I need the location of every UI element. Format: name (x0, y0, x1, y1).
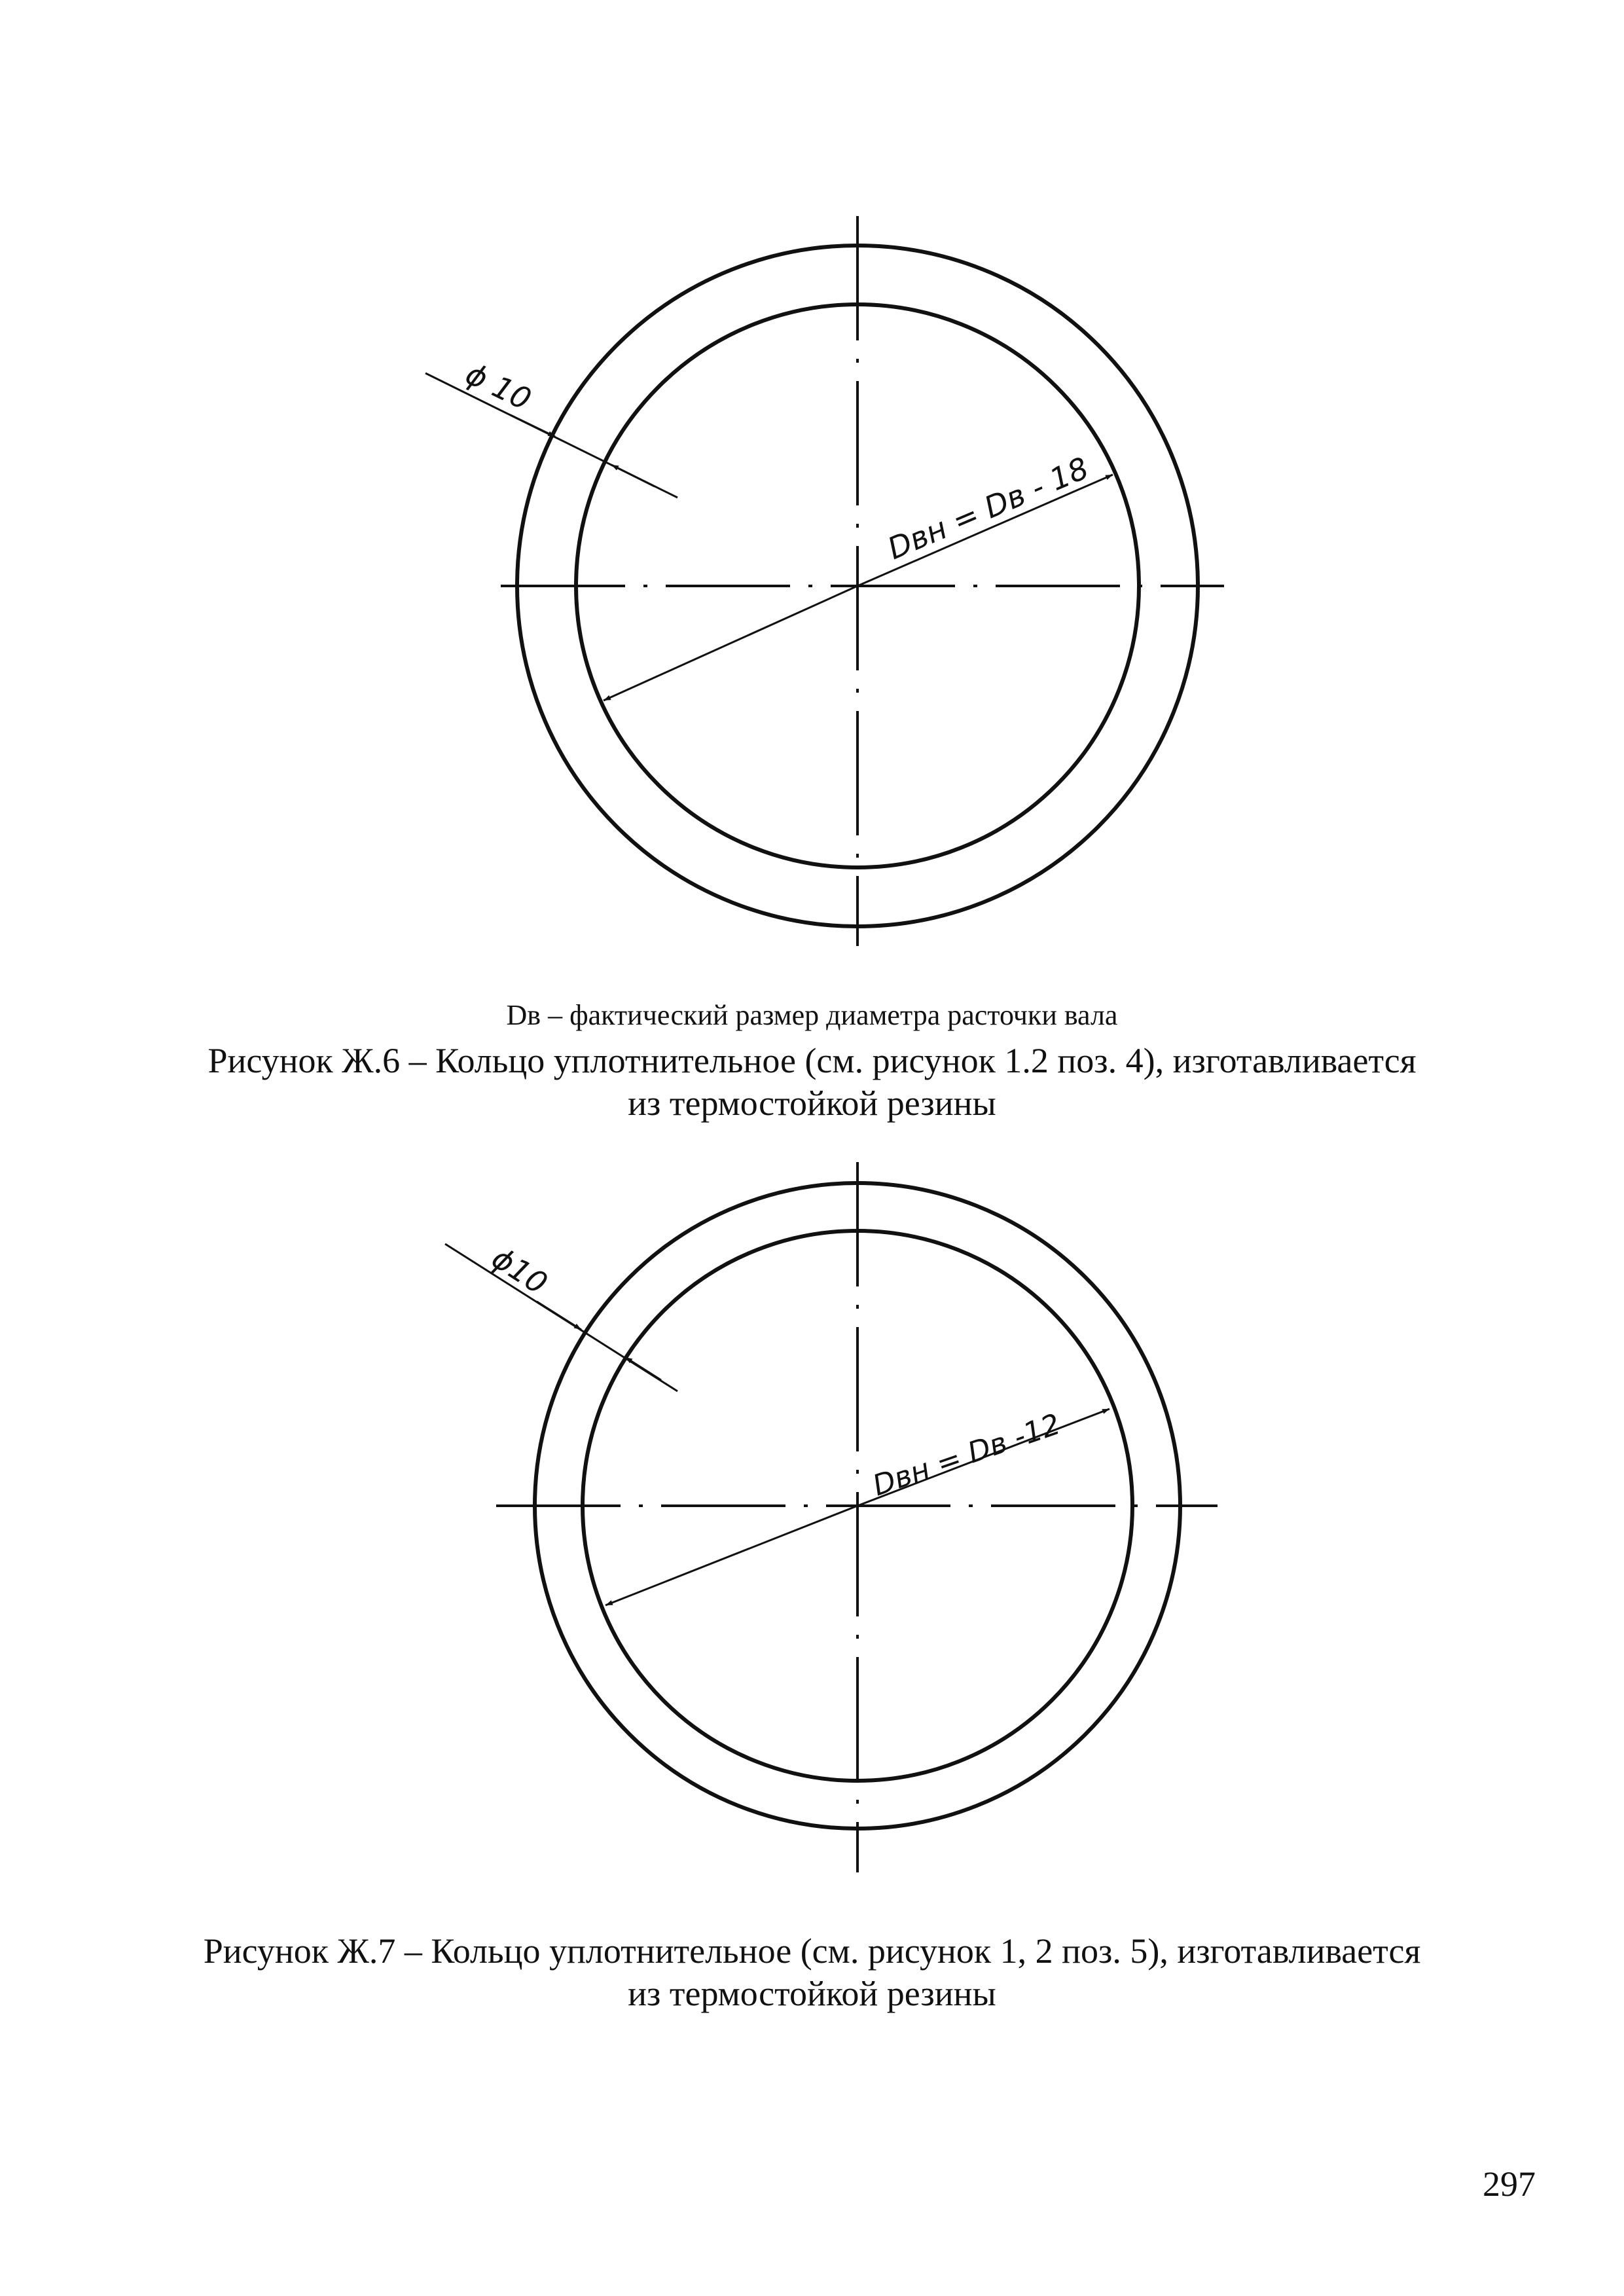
figure-2-caption-line-2: из термостойкой резины (628, 1973, 996, 2013)
page-number: 297 (1483, 2164, 1536, 2204)
diameter-arrow-inner (625, 1357, 661, 1380)
diameter-label: ϕ10 (486, 1239, 554, 1302)
figure-1-caption-line-1: Рисунок Ж.6 – Кольцо уплотнительное (см. рисунок 1.2 поз. 4), изготавливается (208, 1041, 1416, 1080)
figure-1-caption-line-2: из термостойкой резины (628, 1083, 996, 1123)
figure-1-caption (0, 1040, 1624, 1125)
figure-1-note: Dв – фактический размер диаметра расточки вала (506, 999, 1118, 1031)
diameter-arrow-outer (511, 415, 555, 437)
diameter-arrow-outer (537, 1302, 581, 1330)
inner-diameter-label: Dвн = Dв -12 (868, 1407, 1065, 1503)
inner-diameter-line-lower (605, 1506, 857, 1605)
figure-1-drawing (0, 0, 1624, 982)
figure-2-drawing (0, 1152, 1624, 1905)
figure-2-caption (0, 1930, 1624, 2015)
diameter-label: ϕ 10 (460, 355, 537, 418)
figure-2-caption-line-1: Рисунок Ж.7 – Кольцо уплотнительное (см. рисунок 1, 2 поз. 5), изготавливается (203, 1931, 1421, 1971)
inner-diameter-line-lower (604, 586, 857, 701)
inner-diameter-label: Dвн = Dв - 18 (882, 450, 1094, 567)
diameter-arrow-inner (611, 465, 655, 486)
